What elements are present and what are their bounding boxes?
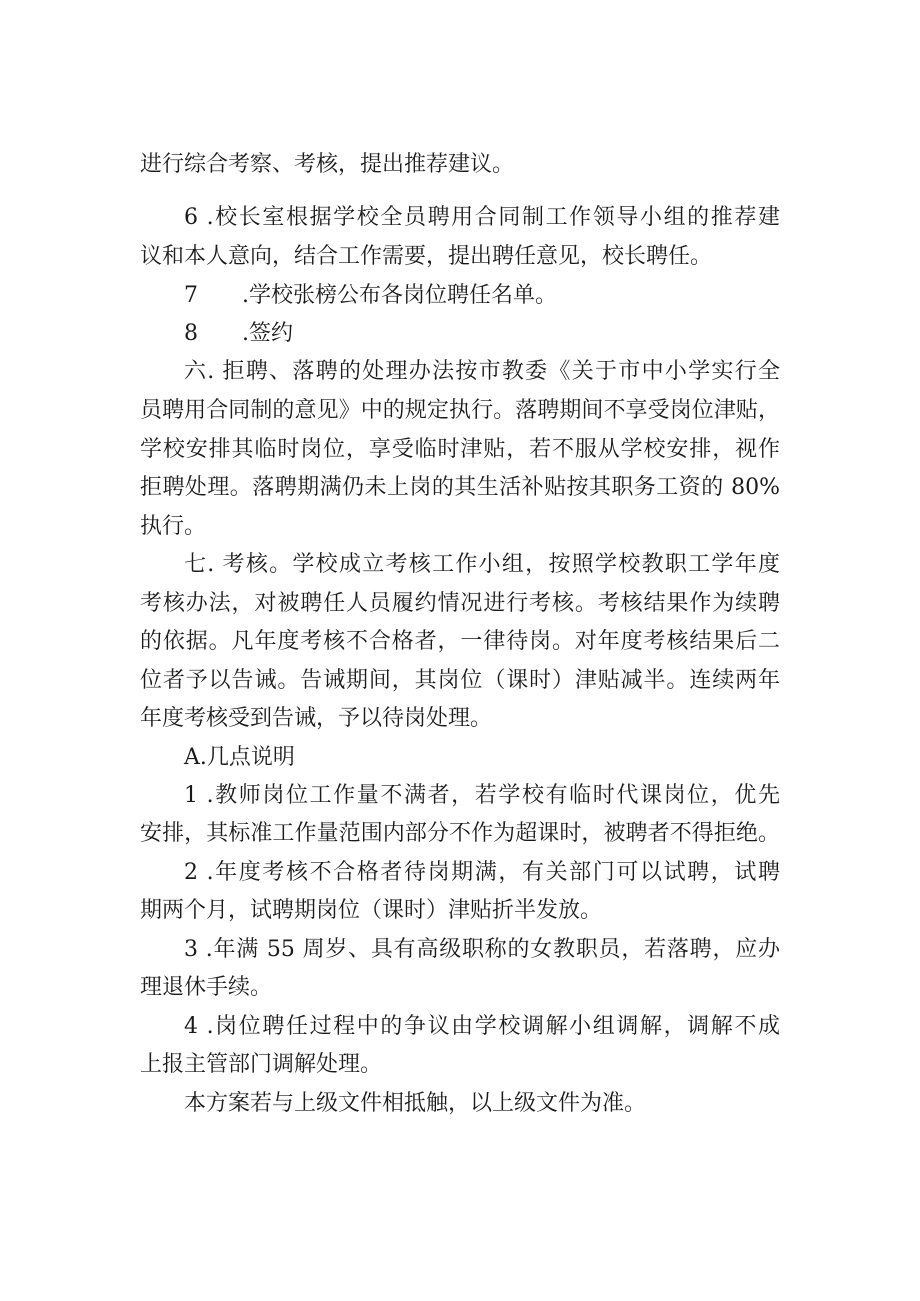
text-line: 位者予以告诫。告诫期间，其岗位（课时）津贴减半。连续两年 [140,668,780,693]
text-line: 的依据。凡年度考核不合格者，一律待岗。对年度考核结果后二 [140,629,780,654]
text-line: 安排，其标准工作量范围内部分不作为超课时，被聘者不得拒绝。 [140,821,780,846]
text-line: 六. 拒聘、落聘的处理办法按市教委《关于市中小学实行全 [184,359,780,384]
text-line: A.几点说明 [184,745,295,770]
text-line: 进行综合考察、考核，提出推荐建议。 [140,152,515,177]
text-line: 议和本人意向，结合工作需要，提出聘任意见，校长聘任。 [140,244,713,269]
text-line: 考核办法，对被聘任人员履约情况进行考核。考核结果作为续聘 [140,591,780,616]
text-line: 理退休手续。 [140,975,273,1000]
text-line: 拒聘处理。落聘期满仍未上岗的其生活补贴按其职务工资的 80% [140,475,780,500]
text-line: 6 .校长室根据学校全员聘用合同制工作领导小组的推荐建 [184,205,780,230]
text-line: 期两个月，试聘期岗位（课时）津贴折半发放。 [140,898,603,923]
text-line: 7 .学校张榜公布各岗位聘任名单。 [184,283,557,308]
text-line: 七. 考核。学校成立考核工作小组，按照学校教职工学年度 [184,552,780,577]
text-line: 3 .年满 55 周岁、具有高级职称的女教职员，若落聘，应办 [184,937,780,962]
text-line: 员聘用合同制的意见》中的规定执行。落聘期间不享受岗位津贴， [140,398,780,423]
text-line: 本方案若与上级文件相抵触，以上级文件为准。 [184,1091,647,1116]
text-line: 上报主管部门调解处理。 [140,1052,383,1077]
text-line: 年度考核受到告诫，予以待岗处理。 [140,706,493,731]
text-line: 执行。 [140,514,207,539]
text-line: 1 .教师岗位工作量不满者，若学校有临时代课岗位，优先 [184,783,780,808]
text-line: 8 .签约 [184,321,293,346]
text-line: 学校安排其临时岗位，享受临时津贴，若不服从学校安排，视作 [140,437,780,462]
text-line: 2 .年度考核不合格者待岗期满，有关部门可以试聘，试聘 [184,860,780,885]
text-line: 4 .岗位聘任过程中的争议由学校调解小组调解，调解不成 [184,1014,780,1039]
